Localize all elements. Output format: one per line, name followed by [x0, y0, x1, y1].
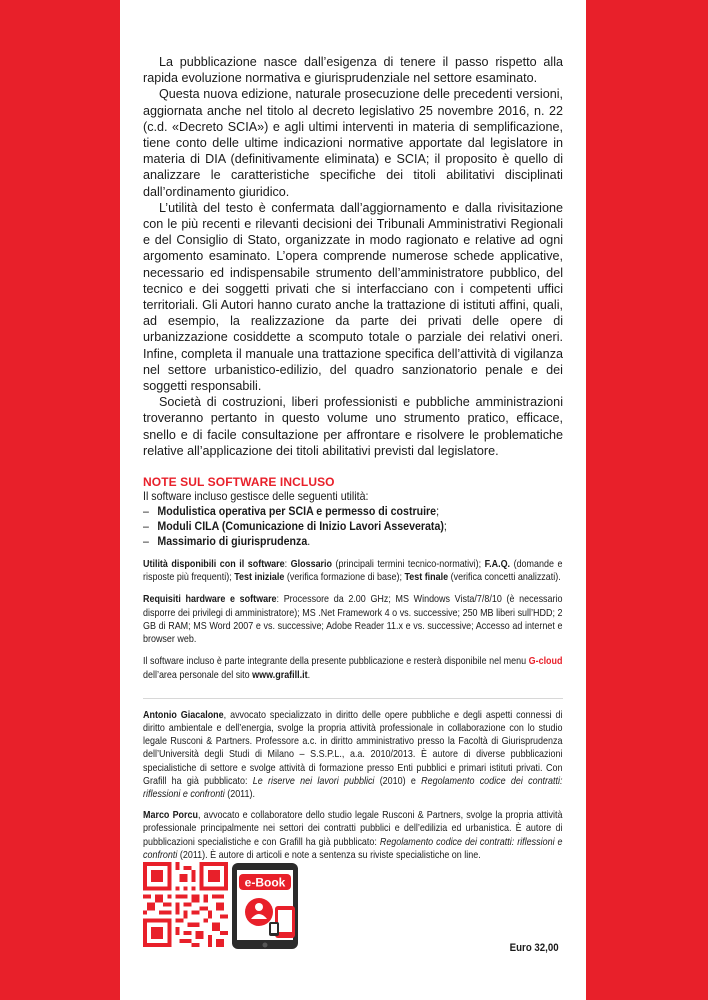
gcloud-note: Il software incluso è parte integrante della presente pubblicazione e resterà disponibile nel menu G-cloud dell’area personale del sito www.grafill.it. — [143, 656, 563, 681]
author-bio-porcu: Marco Porcu, avvocato e collaboratore dello studio legale Rusconi & Partners, svolge la propria attività professionale principalmente nei settori dei contratti pubblici e dell’edilizia ed urbanistica. È autore di pubblicazioni specialistiche e con Grafill ha già pubblicato: Regolamento codice dei contratti: riflessioni e confronti (2011). È autore di articoli e note a sentenza su riviste specialistiche on line. — [143, 810, 563, 861]
price-label: Euro 32,00 — [510, 942, 559, 954]
intro-paragraph-4: Società di costruzioni, liberi professionisti e pubbliche amministrazioni troveranno pertanto in questo volume uno strumento pratico, efficace, snello e di facile consultazione per affrontare e risolvere le problematiche relative all’applicazione dei titoli abilitativi previsti dal legislatore. — [143, 395, 563, 458]
list-item: – Modulistica operativa per SCIA e permesso di costruire; — [143, 504, 440, 519]
section-divider — [143, 698, 563, 699]
author-bio-giacalone: Antonio Giacalone, avvocato specializzato in diritto delle opere pubbliche e degli aspetti connessi di diritto ambientale e dell’energia, svolge la propria attività professionale in collaborazione con lo studio legale Rusconi & Partners. Professore a.c. in diritto amministrativo presso la Facoltà di Giurisprudenza dell’Università degli Studi di Milano – S.S.P.L., a.a. 2010/2013. È autore di diverse pubblicazioni specialistiche di settore e svolge attività di formazione presso Enti pubblici e primari istituti privati. Con Grafill ha già pubblicato: Le riserve nei lavori pubblici (2010) e Regolamento codice dei contratti: riflessioni e confronti (2011). — [143, 709, 563, 800]
back-cover-footer — [143, 862, 563, 952]
qr-code-icon — [143, 862, 228, 947]
intro-paragraph-1: La pubblicazione nasce dall’esigenza di tenere il passo rispetto alla rapida evoluzione normativa e giurisprudenziale nel settore esaminato. — [143, 55, 563, 86]
ebook-label: e-Book — [244, 875, 286, 890]
website-link[interactable]: www.grafill.it — [252, 669, 308, 681]
ebook-tablet-icon — [231, 862, 301, 950]
software-notes-intro: Il software incluso gestisce delle seguenti utilità: — [143, 489, 369, 504]
right-red-band — [588, 0, 708, 1000]
software-notes-title: NOTE SUL SOFTWARE INCLUSO — [143, 475, 335, 490]
intro-paragraph-3: L’utilità del testo è confermata dall’aggiornamento e dalla rivisitazione con le più recenti e rilevanti decisioni dei Tribunali Amministrativi Regionali e del Consiglio di Stato, organizzate in modo ragionato e relative ad ogni argomento esaminato. L’opera comprende numerose schede applicative, necessario ed indispensabile strumento dell’amministratore pubblico, del tecnico e dei soggetti privati che si interfacciano con i competenti uffici territoriali. Gli Autori hanno curato anche la trattazione di istituti affini, quali, ad esempio, la realizzazione da parte dei privati delle opere di urbanizzazione cosiddette a scomputo totale o parziale dei relativi oneri. Infine, completa il manuale una trattazione specifica dell’attività di vigilanza nel settore urbanistico-edilizio, del quadro sanzionatorio penale e dei soggetti responsabili. — [143, 200, 563, 394]
list-item: – Massimario di giurisprudenza. — [143, 534, 311, 549]
intro-paragraph-2: Questa nuova edizione, naturale prosecuzione delle precedenti versioni, aggiornata anche nel titolo al decreto legislativo 25 novembre 2016, n. 22 (c.d. «Decreto SCIA») e agli ultimi interventi in materia di semplificazione, tiene conto delle ultime indicazioni normative apportate dal legislatore in materia di DIA (definitivamente eliminata) e SCIA; il proposito è quello di analizzare le caratteristiche specifiche dei titoli abilitativi disciplinati dall’ordinamento giuridico. — [143, 87, 563, 199]
back-cover-content — [143, 54, 563, 862]
software-features-list — [143, 504, 563, 549]
left-red-band — [0, 0, 120, 1000]
list-item: – Moduli CILA (Comunicazione di Inizio Lavori Asseverata); — [143, 519, 447, 534]
software-utilities: Utilità disponibili con il software: Glossario (principali termini tecnico-normativi); F.A.Q. (domande e risposte più frequenti); Test iniziale (verifica formazione di base); Test finale (verifica concetti analizzati). — [143, 559, 563, 584]
system-requirements: Requisiti hardware e software: Processore da 2.00 GHz; MS Windows Vista/7/8/10 (è necessario disporre dei privilegi di amministratore); MS .Net Framework 4 o vs. successive; 250 MB liberi sull’HDD; 2 GB di RAM; MS Word 2007 e vs. successive; Adobe Reader 11.x e vs. successive; Accesso ad internet e browser web. — [143, 594, 563, 646]
intro-text — [143, 54, 563, 459]
